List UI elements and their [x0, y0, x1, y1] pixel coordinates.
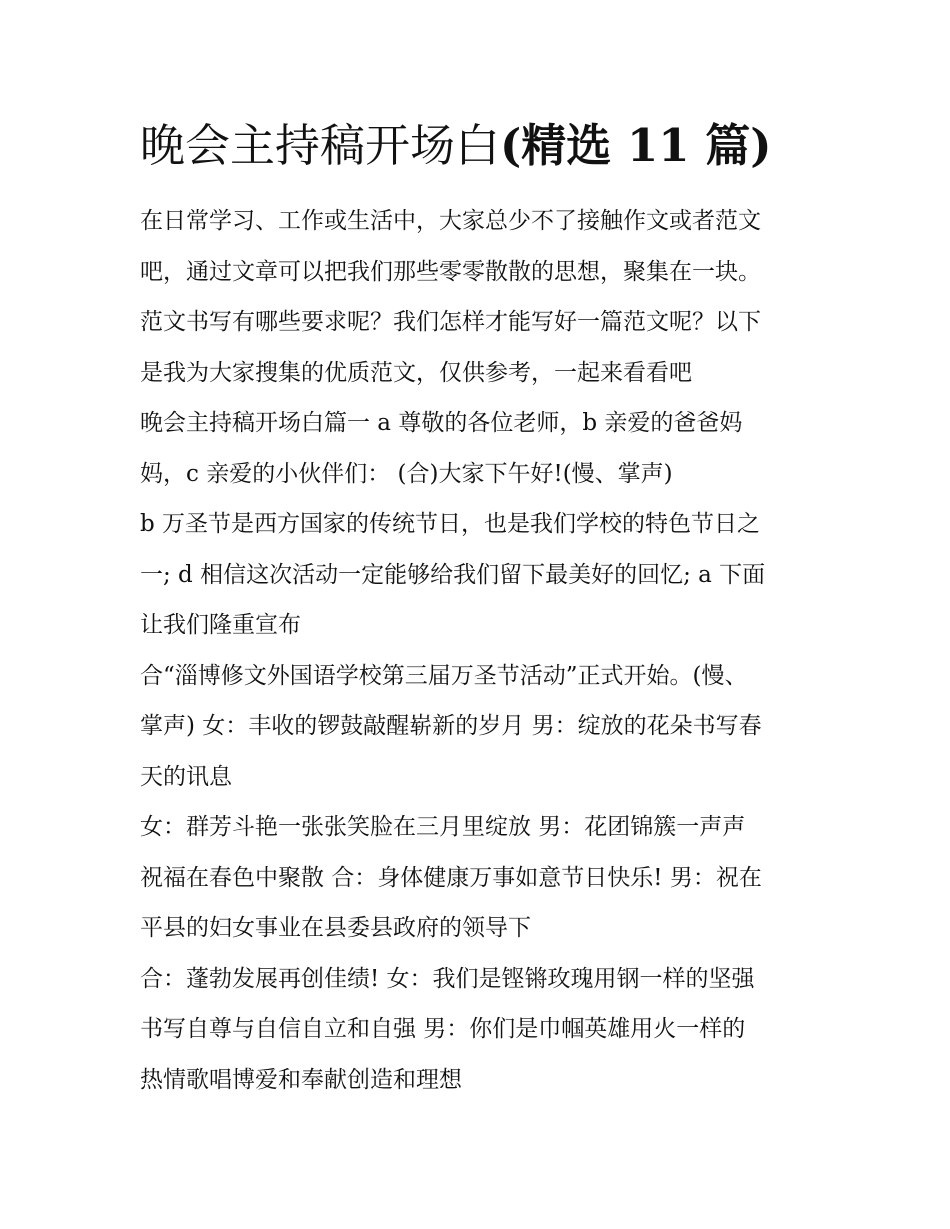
- text-line: 祝福在春色中聚散 合：身体健康万事如意节日快乐! 男：祝在: [140, 864, 762, 891]
- text-line: 书写自尊与自信自立和自强 男：你们是巾帼英雄用火一样的: [140, 1016, 746, 1042]
- page-title: [140, 116, 840, 176]
- text-line: 范文书写有哪些要求呢？我们怎样才能写好一篇范文呢？以下: [140, 309, 761, 335]
- text-line: 一; d 相信这次活动一定能够给我们留下最美好的回忆; a 下面: [140, 561, 766, 588]
- text-line: 妈，c 亲爱的小伙伴们： (合)大家下午好!(慢、掌声): [140, 460, 673, 487]
- text-line: 女：群芳斗艳一张张笑脸在三月里绽放 男：花团锦簇一声声: [140, 814, 746, 840]
- text-line: 吧，通过文章可以把我们那些零零散散的思想，聚集在一块。: [140, 258, 761, 285]
- text-line: 在日常学习、工作或生活中，大家总少不了接触作文或者范文: [140, 208, 761, 234]
- text-line: 合：蓬勃发展再创佳绩! 女：我们是铿锵玫瑰用钢一样的坚强: [140, 965, 755, 992]
- text-line: b 万圣节是西方国家的传统节日，也是我们学校的特色节日之: [140, 511, 761, 537]
- text-line: 掌声) 女：丰收的锣鼓敲醒崭新的岁月 男：绽放的花朵书写春: [140, 713, 762, 739]
- text-line: 平县的妇女事业在县委县政府的领导下: [140, 915, 531, 941]
- document-body: [140, 196, 820, 1105]
- text-line: 是我为大家搜集的优质范文，仅供参考，一起来看看吧: [140, 359, 692, 386]
- text-line: 晚会主持稿开场白篇一 a 尊敬的各位老师，b 亲爱的爸爸妈: [140, 410, 743, 436]
- text-line: 让我们隆重宣布: [140, 612, 301, 638]
- title-text: 晚会主持稿开场白: [140, 119, 501, 172]
- title-count: (精选 11 篇): [500, 119, 772, 172]
- text-line: 热情歌唱博爱和奉献创造和理想: [140, 1066, 462, 1093]
- text-line: 合“淄博修文外国语学校第三届万圣节活动”正式开始。(慢、: [140, 662, 748, 689]
- text-line: 天的讯息: [140, 763, 232, 790]
